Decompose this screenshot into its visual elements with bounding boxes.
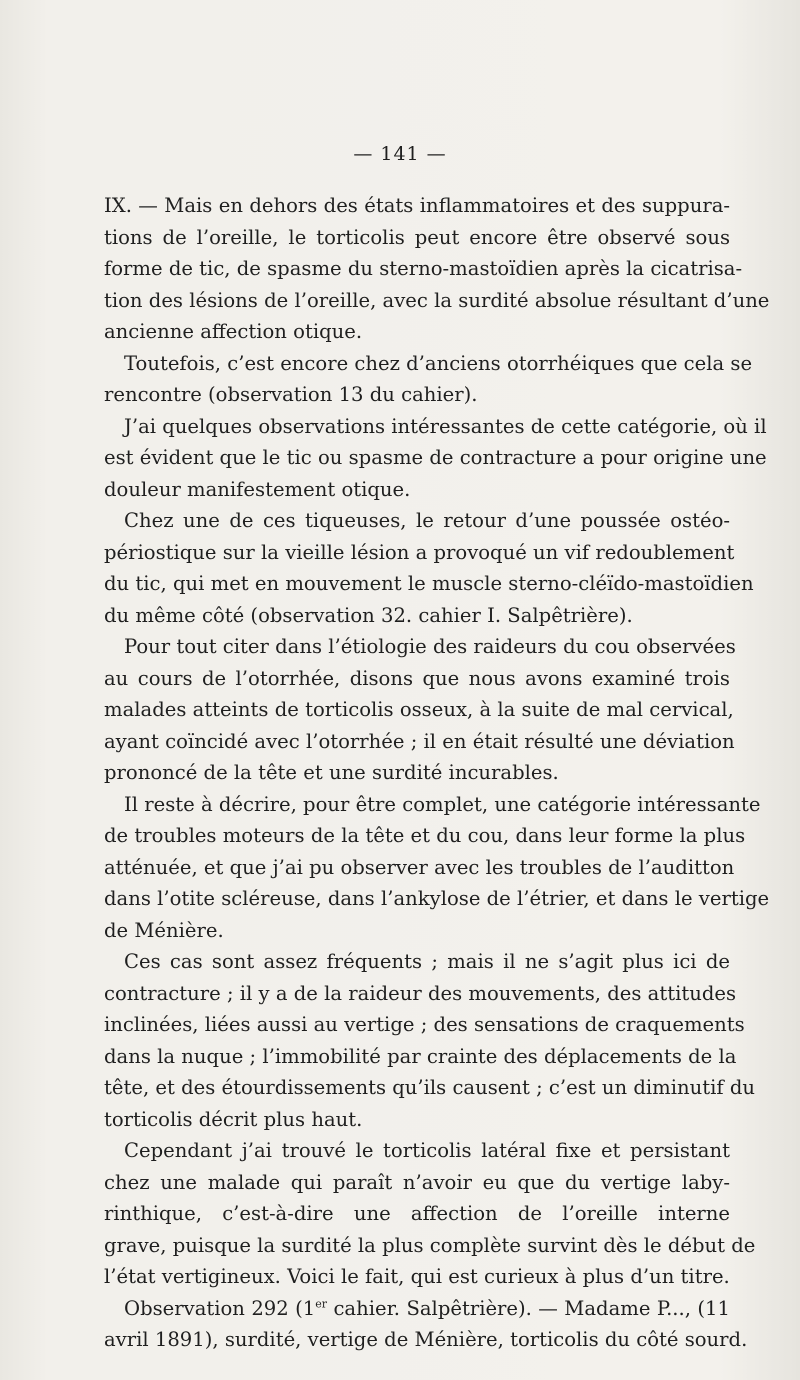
text-line: du tic, qui met en mouvement le muscle sterno-cléïdo-mastoïdien: [104, 572, 754, 595]
text-line: douleur manifestement otique.: [104, 477, 411, 501]
text-line: rencontre (observation 13 du cahier).: [104, 383, 478, 406]
text-line: du même côté (observation 32. cahier I. Salpêtrière).: [104, 603, 633, 627]
text-line: périostique sur la vieille lésion a provoqué un vif redoublement: [104, 540, 735, 564]
text-line: avril 1891), surdité, vertige de Ménière, torticolis du côté sourd.: [104, 1328, 748, 1351]
text-line: dans la nuque ; l’immobilité par crainte des déplacements de la: [104, 1044, 737, 1068]
text-line: l’état vertigineux. Voici le fait, qui est curieux à plus d’un titre.: [104, 1265, 730, 1288]
text-line: tions de l’oreille, le torticolis peut encore être observé sous: [104, 225, 730, 249]
text-line: IX. — Mais en dehors des états inflammatoires et des suppura-: [104, 194, 730, 217]
text-line: est évident que le tic ou spasme de contracture a pour origine une: [104, 446, 767, 469]
text-line: dans l’otite scléreuse, dans l’ankylose de l’étrier, et dans le vertige: [104, 887, 770, 910]
text-line: prononcé de la tête et une surdité incurables.: [104, 761, 559, 784]
text-line: Toutefois, c’est encore chez d’anciens otorrhéiques que cela se: [124, 351, 753, 375]
text-line: atténuée, et que j’ai pu observer avec les troubles de l’auditton: [104, 855, 735, 879]
text-line: ancienne affection otique.: [104, 320, 363, 343]
text-line: Pour tout citer dans l’étiologie des raideurs du cou observées: [124, 635, 736, 658]
body-text: [104, 190, 770, 1356]
text-line: tête, et des étourdissements qu’ils causent ; c’est un diminutif du: [104, 1076, 756, 1099]
text-line: forme de tic, de spasme du sterno-mastoïdien après la cicatrisa-: [104, 257, 743, 280]
text-line: rinthique, c’est-à-dire une affection de l’oreille interne: [104, 1202, 730, 1225]
page-number: — 141 —: [353, 143, 447, 165]
text-line: Chez une de ces tiqueuses, le retour d’une poussée ostéo-: [124, 509, 730, 532]
text-line: inclinées, liées aussi au vertige ; des sensations de craquements: [104, 1013, 745, 1036]
text-line: torticolis décrit plus haut.: [104, 1107, 363, 1131]
superscript: er: [315, 1296, 328, 1310]
text-line: chez une malade qui paraît n’avoir eu que du vertige laby-: [104, 1170, 730, 1194]
text-line: J’ai quelques observations intéressantes de cette catégorie, où il: [124, 414, 767, 438]
text-line: Ces cas sont assez fréquents ; mais il ne s’agit plus ici de: [124, 950, 730, 973]
text-line: contracture ; il y a de la raideur des mouvements, des attitudes: [104, 981, 737, 1005]
text-line: Il reste à décrire, pour être complet, une catégorie intéressante: [124, 792, 761, 816]
text-line: grave, puisque la surdité la plus complète survint dès le début de: [104, 1233, 756, 1257]
text-line: Observation 292 (1er cahier. Salpêtrière). — Madame P..., (11: [124, 1296, 730, 1320]
text-line: ayant coïncidé avec l’otorrhée ; il en était résulté une déviation: [104, 729, 735, 753]
text-line: malades atteints de torticolis osseux, à la suite de mal cervical,: [104, 698, 734, 721]
text-line: tion des lésions de l’oreille, avec la surdité absolue résultant d’une: [104, 288, 770, 312]
text-line: Cependant j’ai trouvé le torticolis latéral fixe et persistant: [124, 1139, 730, 1162]
text-line: de troubles moteurs de la tête et du cou, dans leur forme la plus: [104, 824, 746, 847]
text-line: au cours de l’otorrhée, disons que nous avons examiné trois: [104, 666, 730, 690]
text-line: de Ménière.: [104, 918, 224, 942]
